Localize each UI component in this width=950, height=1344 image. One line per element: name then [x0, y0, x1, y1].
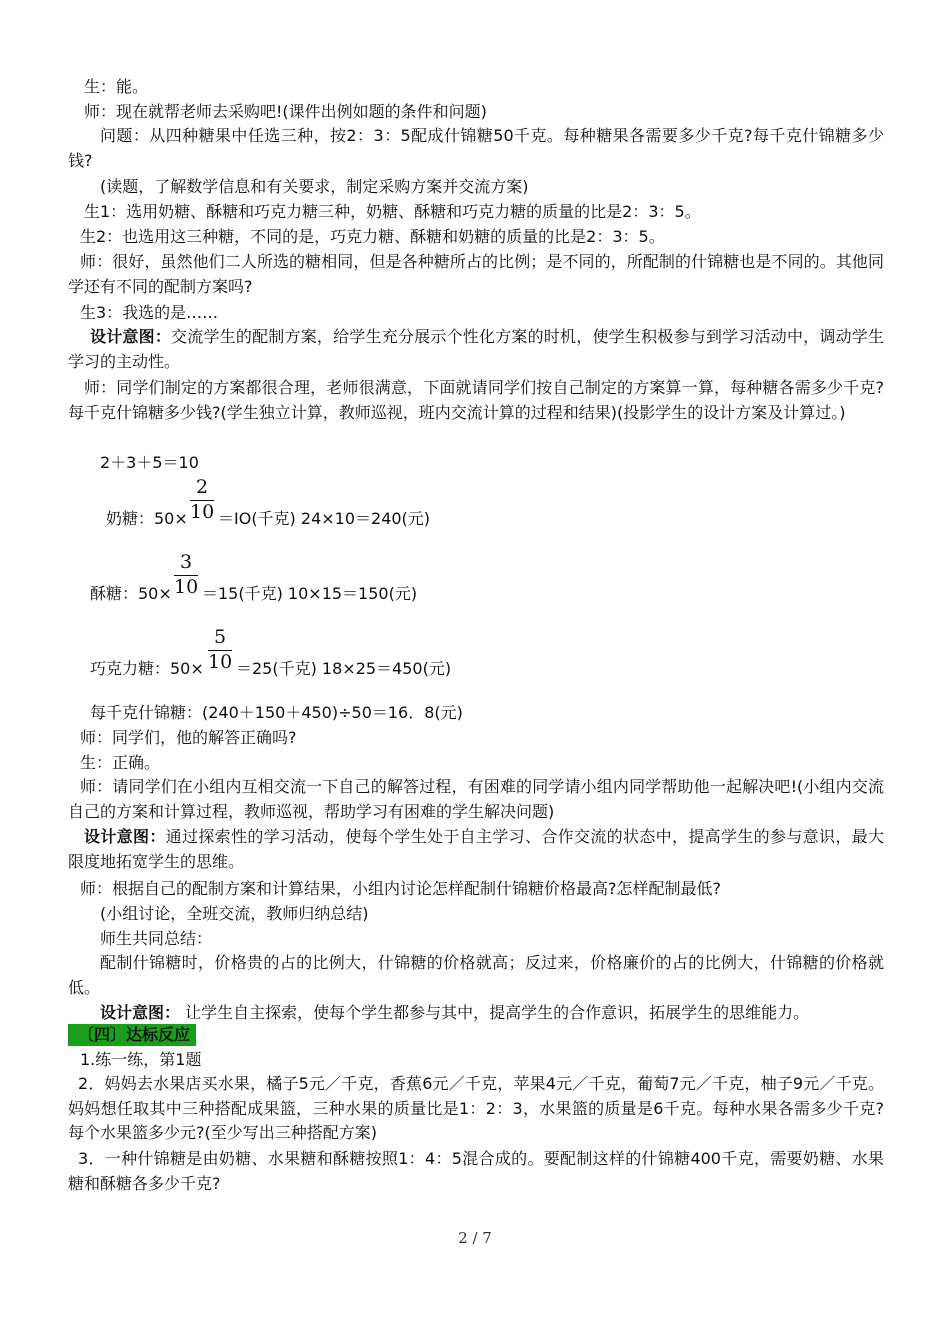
equation-crisp-candy-result: ＝15(千克) 10×15＝150(元) — [202, 584, 418, 603]
fraction-denominator: 10 — [174, 576, 199, 598]
equation-price-per-kg: 每千克什锦糖：(240＋150＋450)÷50＝16．8(元) — [90, 703, 463, 722]
line-student-3: 生3：我选的是…… — [80, 303, 219, 322]
equation-milk-candy-result: ＝IO(千克) 24×10＝240(元) — [218, 509, 431, 528]
fraction-numerator: 3 — [179, 551, 193, 573]
teacher-group-discussion: 师：请同学们在小组内互相交流一下自己的解答过程，有困难的同学请小组内同学帮助他一起解决吧!(小组内交流自己的方案和计算过程，教师巡视，帮助学习有困难的学生解决问题) — [68, 777, 884, 821]
line-read-question: (读题，了解数学信息和有关要求，制定采购方案并交流方案) — [100, 177, 529, 196]
design-intent-text: 通过探索性的学习活动，使每个学生处于自主学习、合作交流的状态中，提高学生的参与意识，最大限度地拓宽学生的思维。 — [68, 827, 884, 871]
fraction-numerator: 2 — [195, 476, 209, 498]
design-intent-label: 设计意图： — [90, 327, 172, 346]
fraction-five-tenths — [208, 626, 232, 676]
line-student-correct: 生：正确。 — [80, 753, 161, 772]
fraction-two-tenths — [190, 476, 214, 526]
summary-text: 配制什锦糖时，价格贵的占的比例大，什锦糖的价格就高；反过来，价格廉价的占的比例大，什锦糖的价格就低。 — [68, 953, 884, 997]
line-teacher-question: 师：同学们，他的解答正确吗? — [80, 728, 297, 747]
line-summary-heading: 师生共同总结： — [100, 929, 213, 948]
equation-milk-candy-prefix: 奶糖：50× — [106, 509, 188, 528]
problem-statement: 问题：从四种糖果中任选三种，按2：3：5配成什锦糖50千克。每种糖果各需要多少千克?每千克什锦糖多少钱? — [68, 126, 884, 170]
equation-sum: 2＋3＋5＝10 — [100, 453, 199, 472]
line-student-answer: 生：能。 — [84, 77, 149, 96]
fraction-denominator: 10 — [208, 651, 233, 673]
design-intent-text: 交流学生的配制方案，给学生充分展示个性化方案的时机，使学生积极参与到学习活动中，调动学生学习的主动性。 — [68, 327, 884, 371]
line-teacher-pricing: 师：根据自己的配制方案和计算结果，小组内讨论怎样配制什锦糖价格最高?怎样配制最低? — [80, 879, 721, 898]
fraction-denominator: 10 — [190, 501, 215, 523]
equation-chocolate-prefix: 巧克力糖：50× — [90, 659, 204, 678]
fraction-numerator: 5 — [213, 626, 227, 648]
line-group-discussion: (小组讨论，全班交流，教师归纳总结) — [100, 904, 369, 923]
teacher-instruction: 师：同学们制定的方案都很合理，老师很满意，下面就请同学们按自己制定的方案算一算，每种糖各需多少千克?每千克什锦糖多少钱?(学生独立计算，教师巡视，班内交流计算的过程和结果)(投影学生的设计方案及计算过。) — [68, 378, 884, 422]
exercise-3: 3．一种什锦糖是由奶糖、水果糖和酥糖按照1：4：5混合成的。要配制这样的什锦糖400千克，需要奶糖、水果糖和酥糖各多少千克? — [68, 1149, 884, 1193]
design-intent-text: 让学生自主探索，使每个学生都参与其中，提高学生的合作意识，拓展学生的思维能力。 — [180, 1003, 810, 1022]
fraction-three-tenths — [174, 551, 198, 601]
design-intent-2 — [68, 825, 884, 874]
line-teacher-intro: 师：现在就帮老师去采购吧!(课件出例如题的条件和问题) — [84, 102, 487, 121]
design-intent-label: 设计意图： — [100, 1003, 181, 1022]
section-heading-assessment: 〔四〕达标反应 — [68, 1024, 196, 1046]
design-intent-1 — [68, 325, 884, 374]
page-number: 2 / 7 — [458, 1229, 492, 1247]
exercise-2: 2．妈妈去水果店买水果，橘子5元／千克，香蕉6元／千克，苹果4元／千克，葡萄7元／千克，柚子9元／千克。妈妈想任取其中三种搭配成果篮，三种水果的质量比是1：2：3，水果篮的质量是6千克。每种水果各需多少千克?每个水果篮多少元?(至少写出三种搭配方案) — [68, 1074, 884, 1142]
equation-chocolate-result: ＝25(千克) 18×25＝450(元) — [236, 659, 452, 678]
design-intent-3 — [100, 1002, 809, 1024]
teacher-comment: 师：很好，虽然他们二人所选的糖相同，但是各种糖所占的比例；是不同的，所配制的什锦糖也是不同的。其他同学还有不同的配制方案吗? — [68, 252, 884, 296]
equation-crisp-candy-prefix: 酥糖：50× — [90, 584, 172, 603]
line-student-2: 生2：也选用这三种糖，不同的是，巧克力糖、酥糖和奶糖的质量的比是2：3：5。 — [80, 227, 665, 246]
line-student-1: 生1：选用奶糖、酥糖和巧克力糖三种，奶糖、酥糖和巧克力糖的质量的比是2：3：5。 — [84, 202, 701, 221]
exercise-1: 1.练一练，第1题 — [80, 1050, 202, 1069]
design-intent-label: 设计意图： — [84, 827, 166, 846]
